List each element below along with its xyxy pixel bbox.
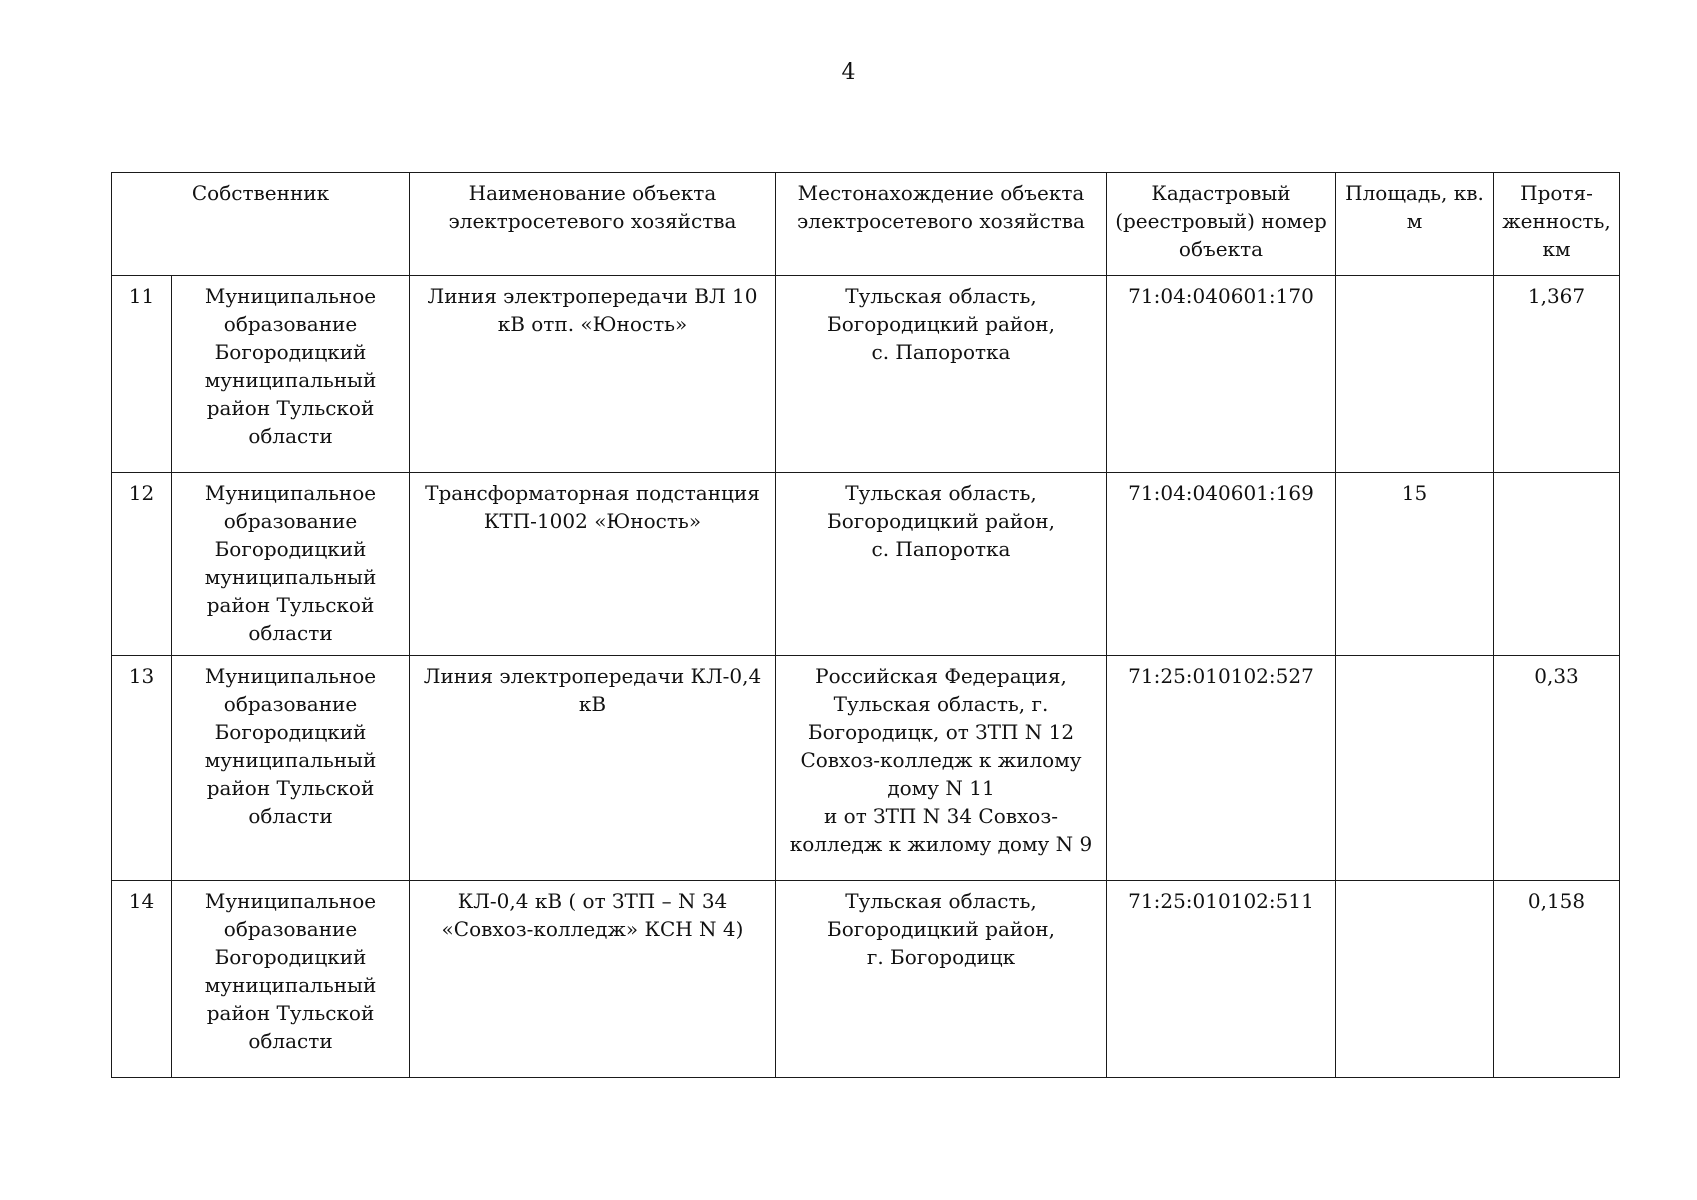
location-cell: Тульская область, Богородицкий район, с. Папоротка — [776, 473, 1107, 656]
table-header-row — [112, 173, 1620, 276]
registry-table — [111, 172, 1620, 1078]
row-number: 13 — [112, 656, 172, 881]
table-row — [112, 656, 1620, 881]
cadastral-cell: 71:25:010102:511 — [1107, 881, 1336, 1078]
cadastral-cell: 71:04:040601:170 — [1107, 276, 1336, 473]
object-name-cell: КЛ-0,4 кВ ( от ЗТП – N 34 «Совхоз-колледж» КСН N 4) — [410, 881, 776, 1078]
area-cell — [1336, 881, 1494, 1078]
area-cell — [1336, 656, 1494, 881]
length-cell: 1,367 — [1494, 276, 1620, 473]
area-cell: 15 — [1336, 473, 1494, 656]
object-name-cell: Линия электропередачи ВЛ 10 кВ отп. «Юность» — [410, 276, 776, 473]
object-name-cell: Линия электропередачи КЛ-0,4 кВ — [410, 656, 776, 881]
header-cadastral: Кадастровый (реестровый) номер объекта — [1107, 173, 1336, 276]
owner-cell: Муниципальное образование Богородицкий муниципальный район Тульской области — [172, 276, 410, 473]
owner-cell: Муниципальное образование Богородицкий муниципальный район Тульской области — [172, 656, 410, 881]
owner-cell: Муниципальное образование Богородицкий муниципальный район Тульской области — [172, 473, 410, 656]
row-number: 14 — [112, 881, 172, 1078]
header-area: Площадь, кв. м — [1336, 173, 1494, 276]
cadastral-cell: 71:25:010102:527 — [1107, 656, 1336, 881]
length-cell: 0,158 — [1494, 881, 1620, 1078]
location-cell: Тульская область, Богородицкий район, с. Папоротка — [776, 276, 1107, 473]
row-number: 12 — [112, 473, 172, 656]
header-object-name: Наименование объекта электросетевого хозяйства — [410, 173, 776, 276]
table-row — [112, 473, 1620, 656]
header-length: Протя- женность, км — [1494, 173, 1620, 276]
page-number: 4 — [841, 60, 856, 85]
area-cell — [1336, 276, 1494, 473]
object-name-cell: Трансформаторная подстанция КТП-1002 «Юность» — [410, 473, 776, 656]
location-cell: Российская Федерация, Тульская область, г. Богородицк, от ЗТП N 12 Совхоз-колледж к жилому дому N 11 и от ЗТП N 34 Совхоз-колледж к жилому дому N 9 — [776, 656, 1107, 881]
location-cell: Тульская область, Богородицкий район, г. Богородицк — [776, 881, 1107, 1078]
length-cell: 0,33 — [1494, 656, 1620, 881]
table-row — [112, 881, 1620, 1078]
length-cell — [1494, 473, 1620, 656]
row-number: 11 — [112, 276, 172, 473]
table-row — [112, 276, 1620, 473]
header-location: Местонахождение объекта электросетевого хозяйства — [776, 173, 1107, 276]
owner-cell: Муниципальное образование Богородицкий муниципальный район Тульской области — [172, 881, 410, 1078]
header-owner: Собственник — [112, 173, 410, 276]
cadastral-cell: 71:04:040601:169 — [1107, 473, 1336, 656]
